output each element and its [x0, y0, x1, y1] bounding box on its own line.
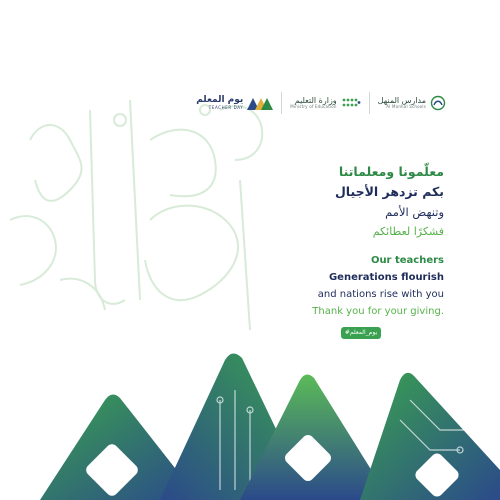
arabic-line-3: وتنهض الأمم — [385, 205, 444, 219]
ministry-logo-english: Ministry of Education — [290, 104, 337, 110]
arabic-line-4: فشكرًا لعطائكم — [372, 225, 444, 238]
madaris-emblem-icon — [430, 95, 446, 111]
teacher-day-logo-arabic: يوم المعلم — [196, 95, 244, 106]
english-line-2: Generations flourish — [328, 272, 444, 283]
ministry-logo-arabic: وزارة التعليم — [294, 95, 337, 105]
hashtag-badge: #يوم_المعلم — [341, 327, 381, 339]
ministry-dots-icon — [341, 96, 361, 110]
logo-separator — [281, 92, 282, 114]
logo-strip — [196, 92, 446, 114]
teacher-day-mark-icon — [247, 96, 273, 110]
decorative-tiles — [0, 340, 500, 500]
english-line-1: Our teachers — [370, 255, 444, 266]
english-line-4: Thank you for your giving. — [312, 306, 444, 317]
madaris-logo-english: Al Manhal Schools — [386, 104, 426, 110]
madaris-logo-arabic: مدارس المنهل — [377, 95, 426, 105]
teacher-day-logo — [196, 96, 273, 110]
message-block — [204, 162, 444, 320]
arabic-line-2: بكم تزدهر الأجيال — [334, 184, 444, 199]
arabic-line-1: معلّمونا ومعلماتنا — [338, 164, 444, 179]
tile-shape — [360, 373, 500, 500]
teacher-day-logo-english: TEACHER DAY — [208, 104, 244, 110]
madaris-logo — [378, 95, 446, 111]
english-line-3: and nations rise with you — [317, 289, 444, 300]
logo-separator — [369, 92, 370, 114]
ministry-logo — [290, 96, 360, 110]
